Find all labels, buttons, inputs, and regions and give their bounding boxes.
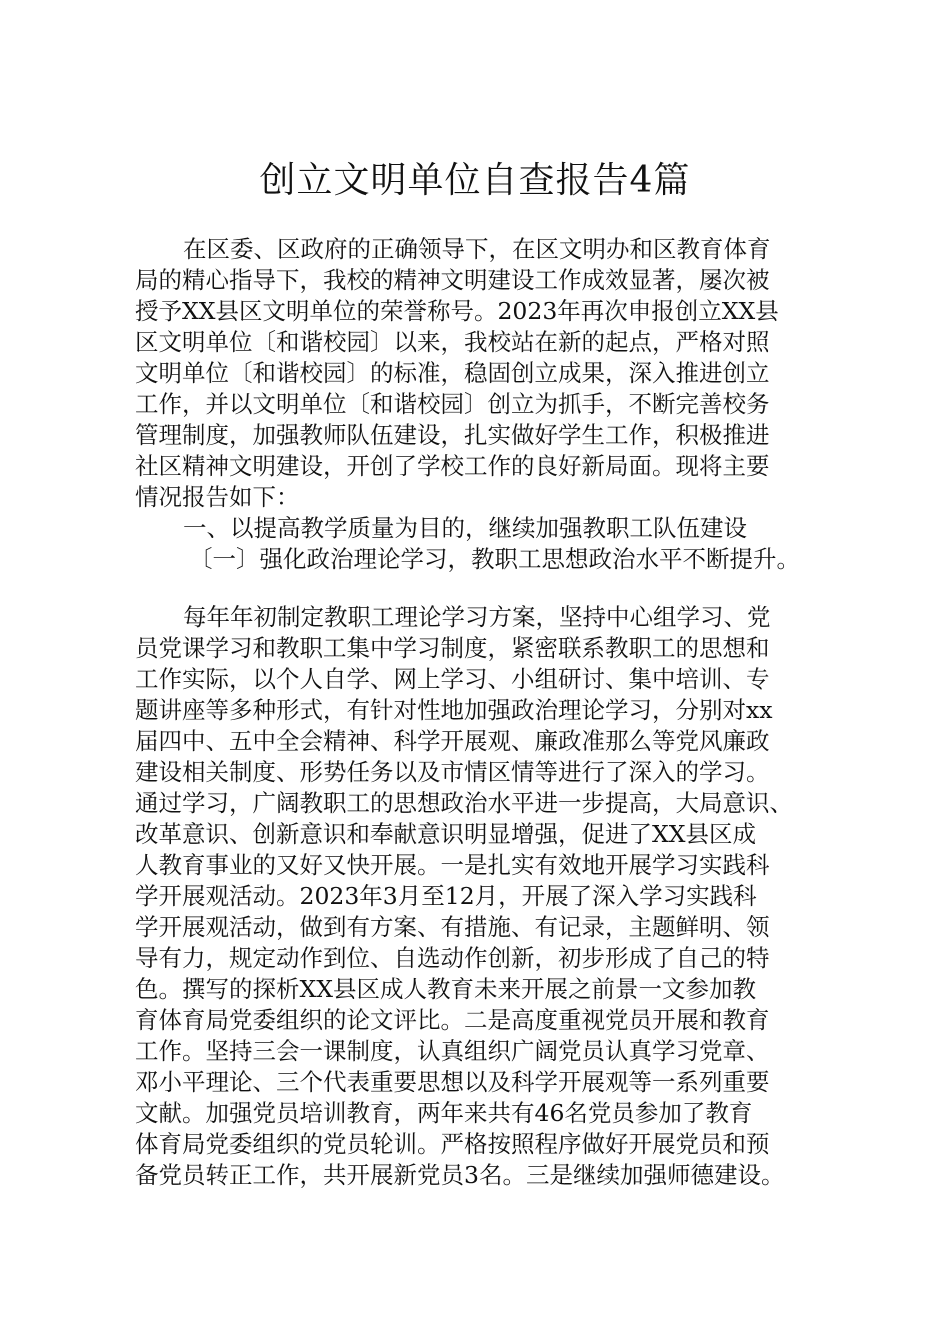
paragraph-2-line: 建设相关制度、形势任务以及市情区情等进行了深入的学习。	[135, 758, 770, 786]
subsection-heading: 〔一〕强化政治理论学习，教职工思想政治水平不断提升。	[189, 545, 800, 573]
paragraph-2-line: 工作实际，以个人自学、网上学习、小组研讨、集中培训、专	[135, 665, 770, 693]
paragraph-1-line: 管理制度，加强教师队伍建设，扎实做好学生工作，积极推进	[135, 421, 770, 449]
document-body-top	[135, 234, 835, 575]
paragraph-2-line: 题讲座等多种形式，有针对性地加强政治理论学习，分别对xx	[135, 696, 773, 724]
paragraph-1-line: 工作，并以文明单位〔和谐校园〕创立为抓手，不断完善校务	[135, 390, 770, 418]
paragraph-2-line: 通过学习，广阔教职工的思想政治水平进一步提高，大局意识、	[135, 789, 793, 817]
paragraph-1-line: 文明单位〔和谐校园〕的标准，稳固创立成果，深入推进创立	[135, 359, 770, 387]
paragraph-1-line: 情况报告如下：	[135, 483, 300, 511]
paragraph-2-line: 改革意识、创新意识和奉献意识明显增强，促进了XX县区成	[135, 820, 756, 848]
paragraph-2-line: 文献。加强党员培训教育，两年来共有46名党员参加了教育	[135, 1099, 753, 1127]
paragraph-1-line: 在区委、区政府的正确领导下，在区文明办和区教育体育	[183, 235, 771, 263]
document-body-bottom	[135, 602, 835, 1191]
section-heading: 一、以提高教学质量为目的，继续加强教职工队伍建设	[183, 514, 747, 542]
paragraph-1-line: 区文明单位〔和谐校园〕以来，我校站在新的起点，严格对照	[135, 328, 770, 356]
paragraph-2-line: 备党员转正工作，共开展新党员3名。三是继续加强师德建设。	[135, 1161, 785, 1189]
paragraph-2-line: 育体育局党委组织的论文评比。二是高度重视党员开展和教育	[135, 1006, 770, 1034]
paragraph-2-line: 人教育事业的又好又快开展。一是扎实有效地开展学习实践科	[135, 851, 770, 879]
paragraph-2-line: 员党课学习和教职工集中学习制度，紧密联系教职工的思想和	[135, 634, 770, 662]
paragraph-1-line: 授予XX县区文明单位的荣誉称号。2023年再次申报创立XX县	[135, 297, 779, 325]
paragraph-2-line: 每年年初制定教职工理论学习方案，坚持中心组学习、党	[183, 603, 771, 631]
document-title: 创立文明单位自查报告4篇	[259, 160, 691, 201]
paragraph-2-line: 学开展观活动。2023年3月至12月，开展了深入学习实践科	[135, 882, 757, 910]
paragraph-2-line: 邓小平理论、三个代表重要思想以及科学开展观等一系列重要	[135, 1068, 770, 1096]
paragraph-2-line: 体育局党委组织的党员轮训。严格按照程序做好开展党员和预	[135, 1130, 770, 1158]
paragraph-2-line: 学开展观活动，做到有方案、有措施、有记录，主题鲜明、领	[135, 913, 770, 941]
paragraph-2-line: 导有力，规定动作到位、自选动作创新，初步形成了自己的特	[135, 944, 770, 972]
paragraph-1-line: 局的精心指导下，我校的精神文明建设工作成效显著，屡次被	[135, 266, 770, 294]
paragraph-2-line: 色。撰写的探析XX县区成人教育未来开展之前景一文参加教	[135, 975, 756, 1003]
paragraph-2-line: 工作。坚持三会一课制度，认真组织广阔党员认真学习党章、	[135, 1037, 770, 1065]
paragraph-1-line: 社区精神文明建设，开创了学校工作的良好新局面。现将主要	[135, 452, 770, 480]
paragraph-2-line: 届四中、五中全会精神、科学开展观、廉政准那么等党风廉政	[135, 727, 770, 755]
